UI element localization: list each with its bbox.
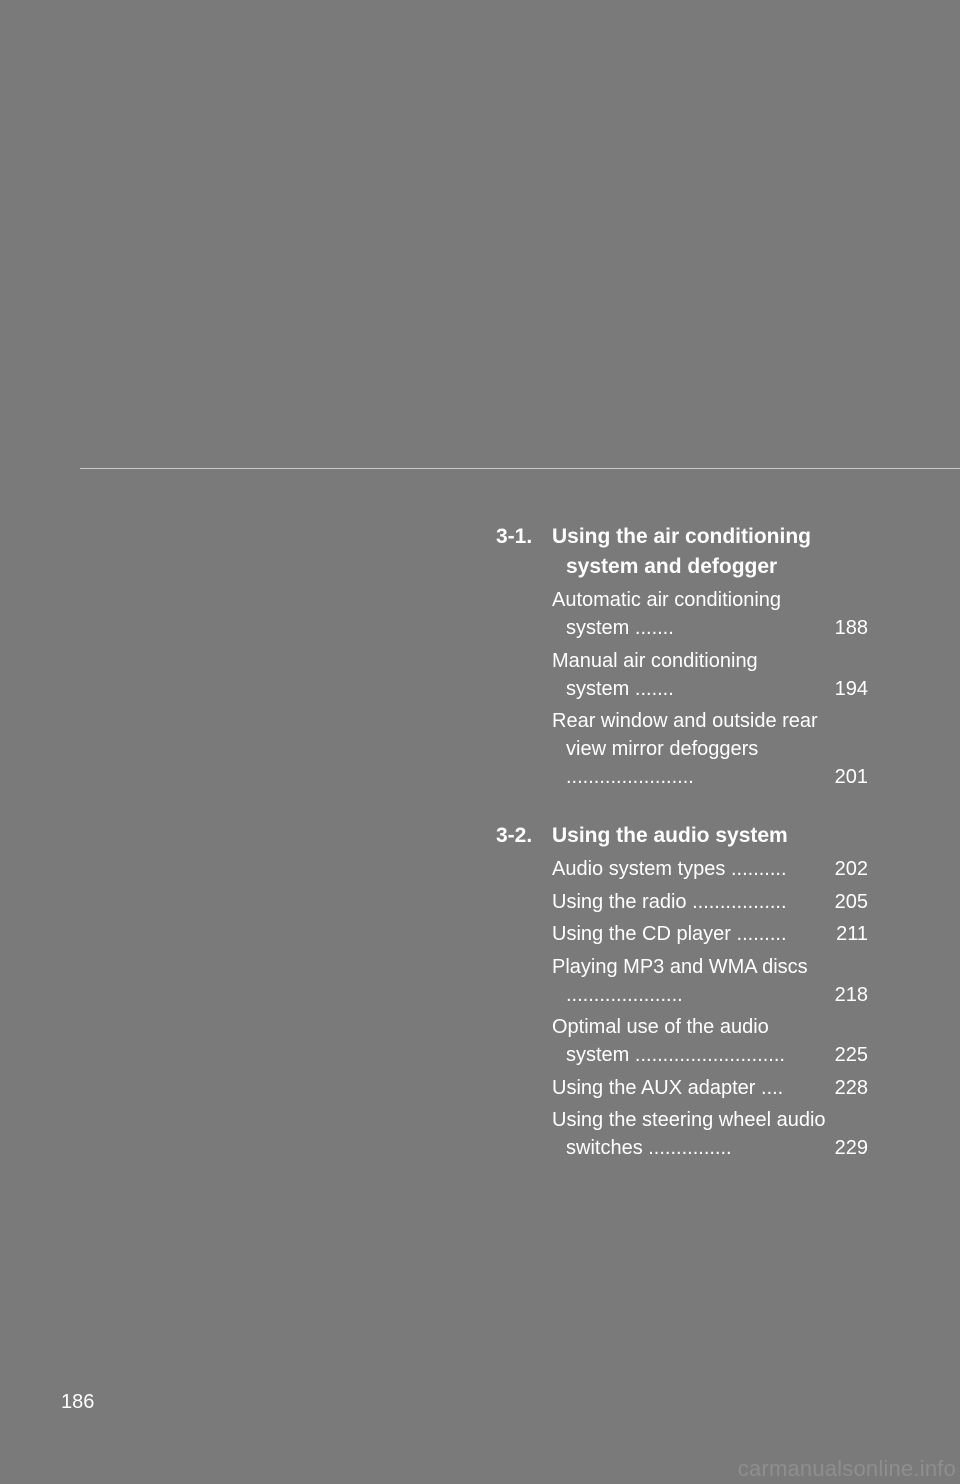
header-divider	[80, 468, 960, 469]
section-number: 3-2.	[496, 824, 533, 847]
toc-entry-page: 229	[834, 1137, 868, 1159]
page-number: 186	[61, 1391, 95, 1413]
toc-entry-title: Using the CD player .........	[552, 923, 787, 945]
toc-entry-page: 211	[836, 923, 868, 945]
section-title: Using the audio system	[552, 824, 788, 847]
toc-entry-title: Audio system types ..........	[552, 858, 787, 880]
toc-entry-page: 194	[834, 677, 868, 700]
toc-entry-title: Using the radio .................	[552, 890, 787, 913]
toc-entry-page: 218	[834, 983, 868, 1006]
toc-entry[interactable]	[552, 1106, 876, 1162]
watermark-text: carmanualsonline.info	[737, 1456, 956, 1481]
toc-entry[interactable]	[552, 1013, 876, 1069]
toc-entry[interactable]	[552, 888, 876, 916]
section-heading	[496, 821, 876, 851]
toc-entry-page: 228	[834, 1076, 868, 1099]
section-number: 3-1.	[496, 525, 533, 548]
section-title: Using the air conditioning system and defogger	[552, 525, 811, 578]
toc-entry-title: Automatic air conditioning system .......	[552, 589, 782, 639]
toc-entry[interactable]	[552, 920, 876, 948]
toc-entry[interactable]	[552, 855, 876, 883]
toc-entry-title: Playing MP3 and WMA discs .....................	[552, 955, 808, 1006]
toc-entry-page: 225	[834, 1044, 868, 1066]
section-heading	[496, 522, 876, 582]
table-of-contents	[496, 522, 876, 1192]
toc-entry[interactable]	[552, 586, 876, 642]
toc-entry-title: Rear window and outside rear view mirror defoggers .......................	[552, 710, 818, 788]
toc-entry-title: Using the steering wheel audio switches ...............	[552, 1109, 826, 1159]
toc-entry[interactable]	[552, 1074, 876, 1102]
toc-entry[interactable]	[552, 647, 876, 703]
section-entries	[496, 855, 876, 1162]
toc-entry-title: Using the AUX adapter ....	[552, 1076, 784, 1099]
toc-entry-page: 188	[834, 617, 868, 639]
toc-entry-page: 202	[834, 858, 868, 880]
toc-section-3-2	[496, 821, 876, 1162]
toc-entry-page: 205	[834, 890, 868, 913]
toc-entry[interactable]	[552, 707, 876, 791]
toc-entry-title: Optimal use of the audio system ...........................	[552, 1016, 785, 1066]
toc-entry-title: Manual air conditioning system .......	[552, 649, 758, 700]
toc-section-3-1	[496, 522, 876, 791]
section-entries	[496, 586, 876, 791]
toc-entry[interactable]	[552, 953, 876, 1009]
toc-entry-page: 201	[834, 766, 868, 788]
